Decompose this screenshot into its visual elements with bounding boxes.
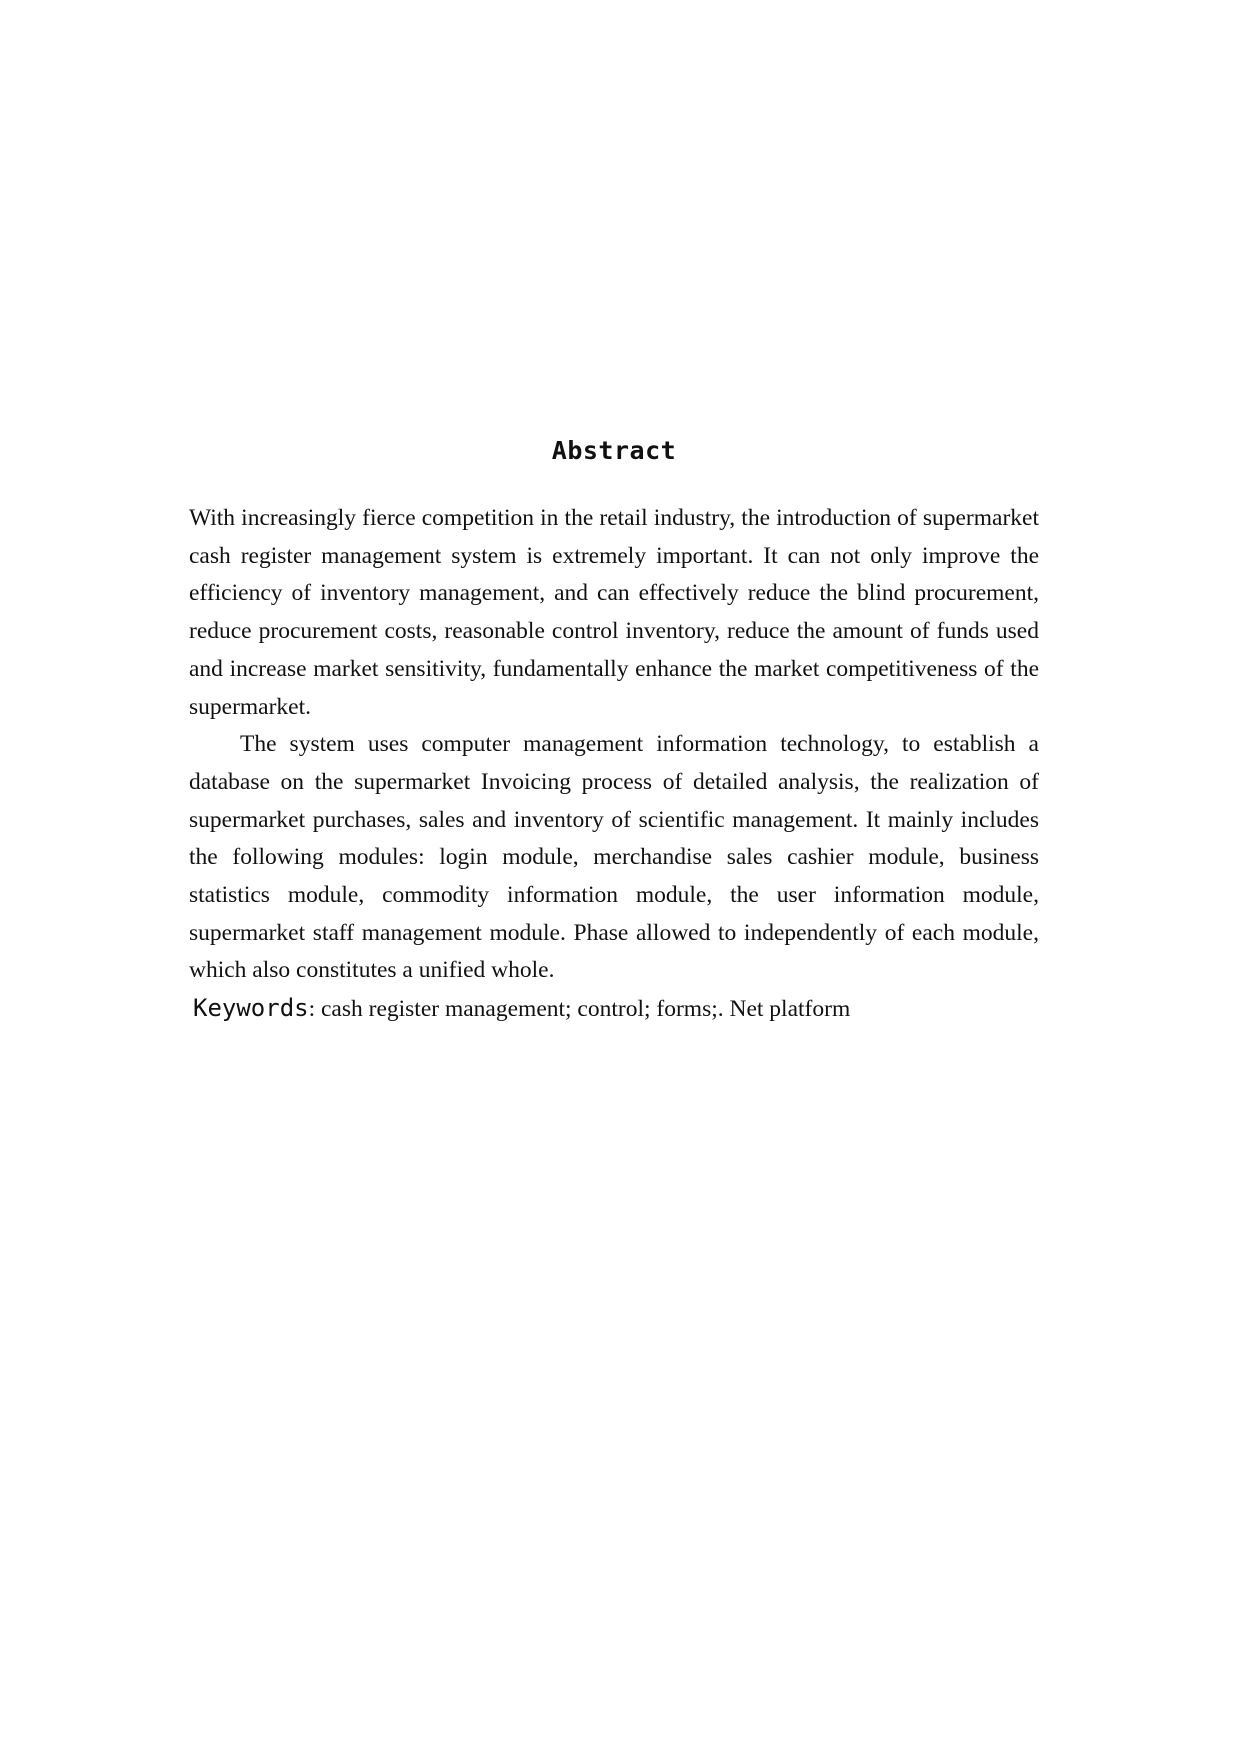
abstract-paragraph-2: The system uses computer management information technology, to establish a database on the supermarket Invoicing process of detailed analysis, the realization of supermarket purchases, sales and inventory of scientific management. It mainly includes the following modules: login module, merchandise sales cashier module, business statistics module, commodity information module, the user information module, supermarket staff management module. Phase allowed to independently of each module, which also constitutes a unified whole. — [189, 731, 1039, 984]
keywords-line — [189, 990, 1039, 1029]
abstract-section — [189, 436, 1039, 1029]
keywords-text: : cash register management; control; forms;. Net platform — [308, 996, 851, 1023]
abstract-heading: Abstract — [551, 436, 677, 465]
abstract-paragraph-1: With increasingly fierce competition in the retail industry, the introduction of supermarket cash register management system is extremely important. It can not only improve the efficiency of inventory management, and can effectively reduce the blind procurement, reduce procurement costs, reasonable control inventory, reduce the amount of funds used and increase market sensitivity, fundamentally enhance the market competitiveness of the supermarket. — [189, 505, 1039, 720]
keywords-label: Keywords — [193, 994, 309, 1023]
